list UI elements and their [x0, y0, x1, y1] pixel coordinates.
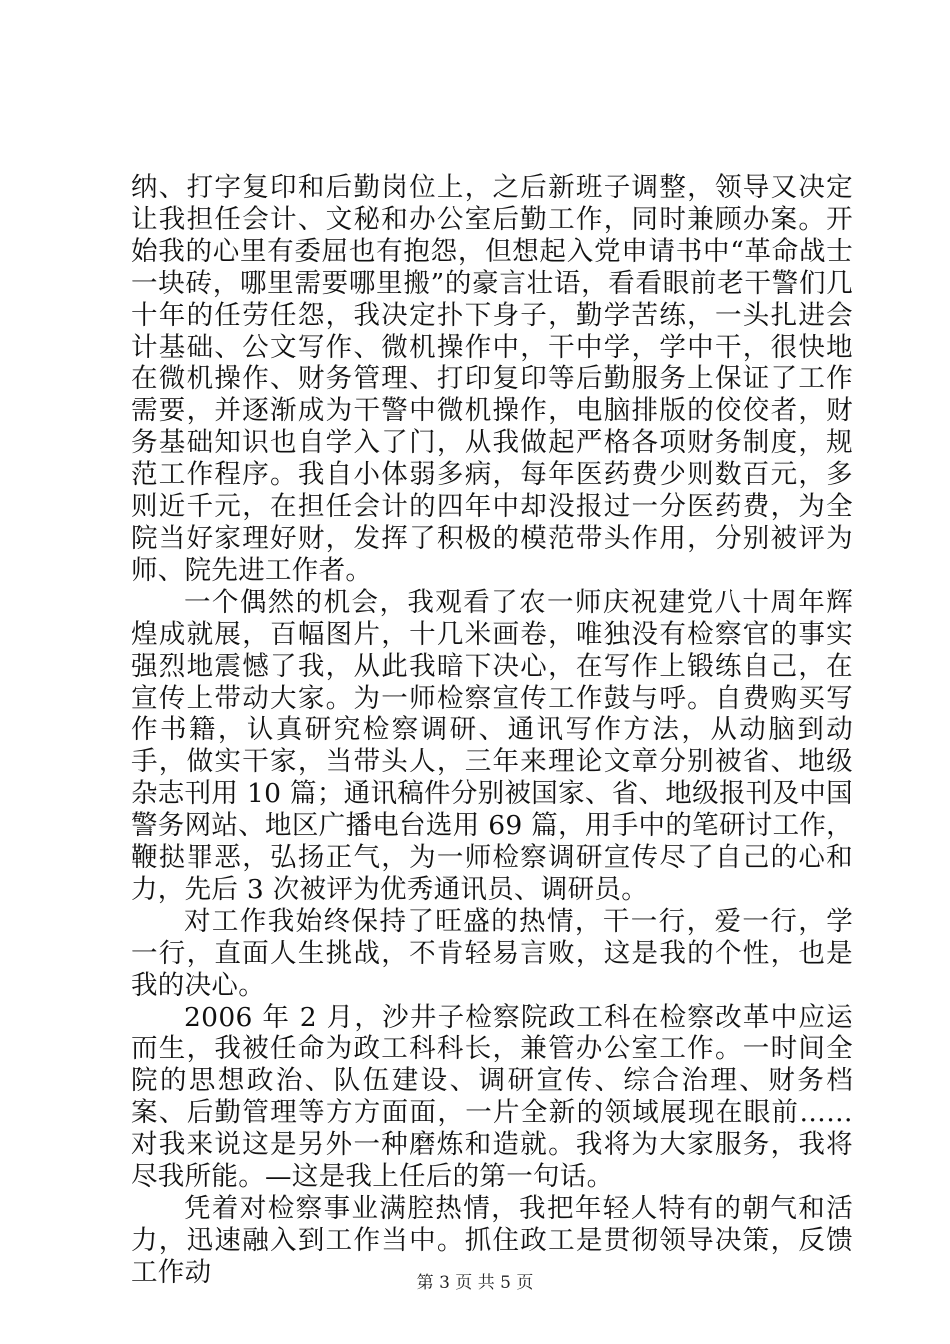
page-footer: 第 3 页 共 5 页	[416, 1273, 534, 1293]
paragraph-3: 对工作我始终保持了旺盛的热情，干一行，爱一行，学一行，直面人生挑战，不肯轻易言败，这是我的个性，也是我的决心。	[131, 905, 853, 1001]
paragraph-5: 凭着对检察事业满腔热情，我把年轻人特有的朝气和活力，迅速融入到工作当中。抓住政工是贯彻领导决策，反馈工作动	[131, 1193, 853, 1288]
paragraph-2: 一个偶然的机会，我观看了农一师庆祝建党八十周年辉煌成就展，百幅图片，十几米画卷，唯独没有检察官的事实强烈地震憾了我，从此我暗下决心，在写作上锻练自己，在宣传上带动大家。为一师检察宣传工作鼓与呼。自费购买写作书籍，认真研究检察调研、通讯写作方法，从动脑到动手，做实干家，当带头人，三年来理论文章分别被省、地级杂志刊用 10 篇；通讯稿件分别被国家、省、地级报刊及中国警务网站、地区广播电台选用 69 篇，用手中的笔研讨工作，鞭挞罪恶，弘扬正气，为一师检察调研宣传尽了自己的心和力，先后 3 次被评为优秀通讯员、调研员。	[131, 586, 853, 905]
paragraph-4: 2006 年 2 月，沙井子检察院政工科在检察改革中应运而生，我被任命为政工科科长，兼管办公室工作。一时间全院的思想政治、队伍建设、调研宣传、综合治理、财务档案、后勤管理等方方面面，一片全新的领域展现在眼前……对我来说这是另外一种磨炼和造就。我将为大家服务，我将尽我所能。—这是我上任后的第一句话。	[131, 1001, 853, 1193]
paragraph-1: 纳、打字复印和后勤岗位上，之后新班子调整，领导又决定让我担任会计、文秘和办公室后勤工作，同时兼顾办案。开始我的心里有委屈也有抱怨，但想起入党申请书中“革命战士一块砖，哪里需要哪里搬”的豪言壮语，看看眼前老干警们几十年的任劳任怨，我决定扑下身子，勤学苦练，一头扎进会计基础、公文写作、微机操作中，干中学，学中干，很快地在微机操作、财务管理、打印复印等后勤服务上保证了工作需要，并逐渐成为干警中微机操作，电脑排版的佼佼者，财务基础知识也自学入了门，从我做起严格各项财务制度，规范工作程序。我自小体弱多病，每年医药费少则数百元，多则近千元，在担任会计的四年中却没报过一分医药费，为全院当好家理好财，发挥了积极的模范带头作用，分别被评为师、院先进工作者。	[131, 172, 853, 586]
document-body	[131, 172, 853, 1289]
